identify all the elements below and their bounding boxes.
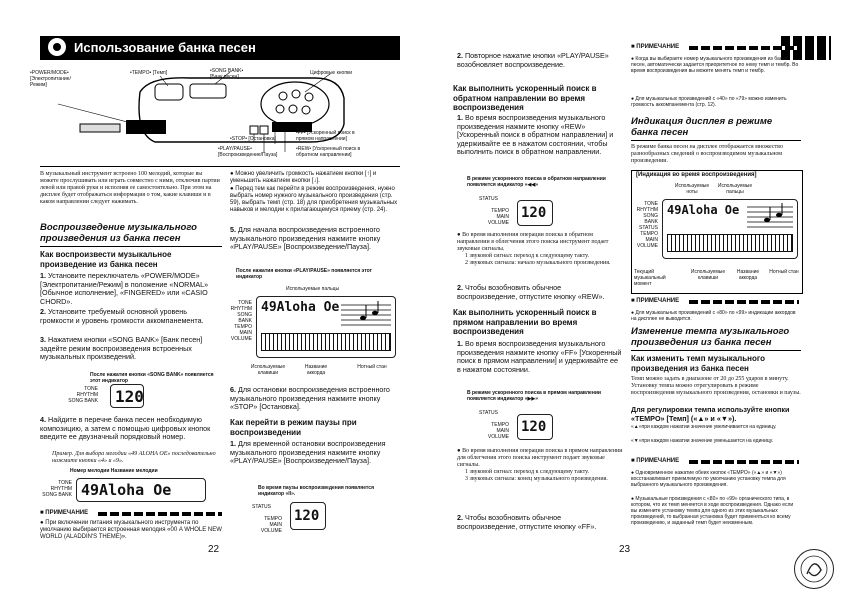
label-song-bank: •SONG BANK• [Банк песен] <box>210 68 244 80</box>
divider <box>40 166 400 167</box>
label-play-pause: •PLAY/PAUSE• [Воспроизведение/Пауза] <box>218 146 278 158</box>
indicator-labels-2 <box>42 480 72 498</box>
stamp-icon <box>795 550 833 588</box>
keyboard-strip-full <box>667 234 793 252</box>
title-bullet-icon <box>48 38 66 56</box>
rew-volume-label: VOLUME <box>487 220 509 226</box>
song-bank-label-2: SONG BANK <box>42 492 72 498</box>
tone-label: TONE <box>84 386 98 392</box>
page-23 <box>421 0 842 595</box>
pause-step-1: 1. Для временной остановки воспроизведения музыкального произведения нажмите кнопку «PLAY/PAUSE» [Воспроизведение/Пауза]. <box>230 439 386 466</box>
lcd-song-name-full: 49Aloha Oe <box>667 203 740 217</box>
status-label: STATUS <box>252 504 271 510</box>
indicator-labels-4 <box>252 516 282 534</box>
bullet-volume: ● Можно увеличить громкость нажатием кнопки [↑] и уменьшить нажатием кнопки [↓]. <box>230 171 377 184</box>
step-2-text: Установите требуемый основной уровень громкости и уровень громкости аккомпанемента. <box>40 307 204 325</box>
note-1: ● При включении питания музыкального инструмента по умолчанию выбирается встроенная мелодия «00 A WHOLE NEW WORLD (ALADDIN'S THEME)». <box>40 520 222 540</box>
right-note-3-text: Для музыкальных произведений с «80» по «99» индикации аккордов на дисплее не выводится. <box>631 310 796 322</box>
song-bank-label-3: SONG BANK <box>237 312 252 324</box>
ff-tempo-label: TEMPO <box>491 422 509 428</box>
lcd-display-rew <box>517 200 553 226</box>
bullet-before: ● Перед тем как перейти в режим воспроизведения, нужно выбрать номер нужного музыкального произведения (стр. 59), выбрать темп (стр. 18) для приобретения музыкальных навыков и мелодии к прилагающемуся приему (стр. 24). <box>230 186 398 213</box>
pause-step-1-text: Для временной остановки воспроизведения музыкального произведения нажмите кнопку «PLAY/PAUSE» [Воспроизведение/Пауза]. <box>230 439 386 466</box>
step-1-text: Установите переключатель «POWER/MODE» [Электропитание/Режим] в положение «NORMAL» [Обычное исполнение], «FINGERED» или «CASIO CHORD». <box>40 271 209 306</box>
note-stripes-r2 <box>689 300 799 304</box>
rhythm-label-3: RHYTHM <box>230 306 252 312</box>
rew-indicator-labels <box>479 208 509 226</box>
heading-display: Индикация дисплея в режиме банка песен <box>631 116 773 138</box>
note-label: ПРИМЕЧАНИЕ <box>45 510 89 516</box>
staff-label: Нотный стан <box>357 364 387 370</box>
step-2-resume-text: Повторное нажатие кнопки «PLAY/PAUSE» возобновляет воспроизведение. <box>457 51 609 69</box>
label-tempo: •TEMPO• [Темп] <box>130 70 168 76</box>
ff-bullet-1: Во время выполнения операции поиска в прямом направлении для облегчения этого поиска инструмент подает звуковые сигналы. <box>457 448 623 468</box>
rew-step-1-text: Во время воспроизведения музыкального произведения нажмите кнопку «REW» [Ускоренный поиск в обратном направлении] и удерживайте ее в нажатом состоянии, чтобы выполнить поиск в обратном направлении. <box>457 113 614 157</box>
step-5-text: Для начала воспроизведения встроенного музыкального произведения нажмите кнопку «PLAY/PAUSE» [Воспроизведение/Пауза]. <box>230 225 381 252</box>
title-banner <box>40 36 400 60</box>
disp-rhythm-label: RHYTHM <box>636 207 658 213</box>
rew-caption: В режиме ускоренного поиска в обратном направлении появляется индикатор «◀◀» <box>467 176 606 188</box>
heading-tempo-underline <box>631 350 801 351</box>
step-5-caption: После нажатия кнопки «PLAY/PAUSE» появляется этот индикатор <box>236 268 372 280</box>
lcd-display-song <box>76 478 206 502</box>
keys-label: Используемые клавиши <box>250 364 286 376</box>
tempo-text: Темп можно задать в диапазоне от 20 до 255 ударов в минуту. Установку темпа можно отрегулировать в режиме воспроизведения музыкального произведения, остановки и паузы. <box>631 376 801 396</box>
rew-status-label: STATUS <box>479 196 498 202</box>
keyboard-strip <box>261 333 391 351</box>
disp-tempo-label: TEMPO <box>640 231 658 237</box>
note-label-r2: ПРИМЕЧАНИЕ <box>636 298 680 304</box>
page-number: 22 <box>208 544 220 555</box>
disp-status-label: STATUS <box>639 225 658 231</box>
rhythm-label: RHYTHM <box>76 392 98 398</box>
step-4-text: Найдите в перечне банка песен необходимую композицию, а затем с помощью цифровых кнопок введите ее двузначный порядковый номер. <box>40 415 211 442</box>
right-note-1-text: Когда вы выбираете номер музыкального произведения из банка песен, автоматически задается приоритетное по нему темп и тембр. Во время воспроизведения вы можете менять темп и тембр. <box>631 56 799 74</box>
label-digit-keys: Цифровые кнопки <box>310 70 353 76</box>
label-power-mode: •POWER/MODE• [Электропитание/Режим] <box>30 70 71 88</box>
label-stop: •STOP• [Остановка] <box>230 136 276 142</box>
step-5: 5. Для начала воспроизведения встроенного музыкального произведения нажмите кнопку «PLAY/PAUSE» [Воспроизведение/Пауза]. <box>230 225 381 252</box>
step-2-resume: 2. Повторное нажатие кнопки «PLAY/PAUSE» возобновляет воспроизведение. <box>457 51 609 69</box>
note-label-r1: ПРИМЕЧАНИЕ <box>636 44 680 50</box>
stamp-logo <box>794 549 834 589</box>
step-4-labels: Номер мелодии Название мелодии <box>70 468 158 474</box>
right-note-4-text: Одновременное нажатие обеих кнопок «TEMPO» («▲» и «▼») восстанавливает приемлемую по умолчанию установку темпа для выбранного музыкального произведения. <box>631 470 786 488</box>
lcd-number-ff: 120 <box>521 419 547 435</box>
ff-indicator-labels <box>479 422 509 440</box>
rew-bullet-2: 1 звуковой сигнал: переход к следующему такту. <box>465 253 590 259</box>
lcd-display-ff <box>517 414 553 440</box>
heading-playback: Воспроизведение музыкального произведения из банка песен <box>40 222 197 244</box>
subheading-pause: Как перейти в режим паузы при воспроизведении <box>230 418 357 437</box>
ff-caption: В режиме ускоренного поиска в прямом направлении появляется индикатор «▶▶» <box>467 390 601 402</box>
ff-volume-label: VOLUME <box>487 434 509 440</box>
label-ff: •FF• [Ускоренный поиск в прямом направлении] <box>296 130 355 142</box>
ff-step-2-text: Чтобы возобновить обычное воспроизведение, отпустите кнопку «FF». <box>457 513 597 531</box>
tone-label-2: TONE <box>58 480 72 486</box>
right-note-3: ● Для музыкальных произведений с «80» по «99» индикации аккордов на дисплее не выводится. <box>631 310 796 322</box>
tone-label-3: TONE <box>238 300 252 306</box>
used-notes-label: Используемые ноты <box>674 183 710 195</box>
disp-tone-label: TONE <box>644 201 658 207</box>
subheading-how-to-play: Как воспроизвести музыкальное произведение из банка песен <box>40 250 172 269</box>
note-heading-r1: ■ ПРИМЕЧАНИЕ <box>631 44 680 50</box>
lcd-song-name: 49Aloha Oe <box>81 481 172 499</box>
rew-step-1: 1. Во время воспроизведения музыкального произведения нажмите кнопку «REW» [Ускоренный поиск в обратном направлении] и удерживайте ее в нажатом состоянии, чтобы выполнить поиск в обратном направлении. <box>457 113 614 157</box>
staff-drawing <box>341 301 391 329</box>
beat-label: Текущий музыкальный момент <box>634 269 666 287</box>
main-label-3: MAIN <box>239 330 252 336</box>
step-6-text: Для остановки воспроизведения встроенного музыкального произведения нажмите кнопку «STOP» [Остановка]. <box>230 385 390 412</box>
lcd-display-full <box>662 199 798 259</box>
tempo-up: «▲»при каждом нажатии значение увеличивается на единицу. <box>631 424 777 430</box>
tempo-howto: Для регулировки темпа используйте кнопки «TEMPO» [Темп] («▲» и «▼»). <box>631 405 790 423</box>
step-2: 2. Установите требуемый основной уровень громкости и уровень громкости аккомпанемента. <box>40 307 204 325</box>
note-heading-r2: ■ ПРИМЕЧАНИЕ <box>631 298 680 304</box>
bullet-volume-text: Можно увеличить громкость нажатием кнопки [↑] и уменьшить нажатием кнопки [↓]. <box>230 171 377 184</box>
step-3-caption: После нажатия кнопки «SONG BANK» появляется этот индикатор <box>90 372 214 384</box>
step-6: 6. Для остановки воспроизведения встроенного музыкального произведения нажмите кнопку «STOP» [Остановка]. <box>230 385 390 412</box>
indicator-labels-3 <box>228 300 252 342</box>
note-label-r3: ПРИМЕЧАНИЕ <box>636 458 680 464</box>
song-bank-label: SONG BANK <box>68 398 98 404</box>
note-stripes <box>98 512 222 516</box>
bullet-before-text: Перед тем как перейти в режим воспроизведения, нужно выбрать номер нужного музыкального произведения (стр. 59), выбрать темп (стр. 18) для приобретения музыкальных навыков и мелодии к прилагающемуся приему (стр. 24). <box>230 186 398 213</box>
heading-tempo: Изменение темпа музыкального произведения из банка песен <box>631 326 790 348</box>
note-stripes-r3 <box>689 460 799 464</box>
note-1-text: При включении питания музыкального инструмента по умолчанию выбирается встроенная мелодия «00 A WHOLE NEW WORLD (ALADDIN'S THEME)». <box>40 520 222 540</box>
step-1: 1. Установите переключатель «POWER/MODE» [Электропитание/Режим] в положение «NORMAL» [Обычное исполнение], «FINGERED» или «CASIO CHORD». <box>40 271 209 306</box>
right-note-2-text: Для музыкальных произведений с «40» по «79» можно изменить громкость аккомпанемента (стр. 12). <box>631 96 787 108</box>
rew-bullets: ● Во время выполнения операции поиска в обратном направлении в облегчения этого поиска инструмент подает звуковые сигналы. 1 звуковой сигнал: переход к следующему такту. 2 звуковых сигнала: начало музыкального произведения. <box>457 232 623 267</box>
display-box-title: [Индикация во время воспроизведения] <box>636 172 757 178</box>
rew-main-label: MAIN <box>496 214 509 220</box>
lcd-number-pause: 120 <box>294 508 320 524</box>
right-note-5: ● Музыкальные произведения с «80» по «99» органического типа, в котором, что их темп меняется в ходе воспроизведения. Однако если вы измените установку темпа для одного из этих музыкальных произведений, то выбранная установка будет применяться ко всему произведению, и заданный темп будет неизменным. <box>631 496 794 526</box>
subheading-rew: Как выполнить ускоренный поиск в обратном направлении во время воспроизведения <box>453 84 597 112</box>
label-rew: •REW• [Ускоренный поиск в обратном направлении] <box>296 146 361 158</box>
lcd-number: 120 <box>115 387 144 406</box>
disp-song-bank-label: SONG BANK <box>643 213 658 225</box>
display-text: В режиме банка песен на дисплее отображается множество разнообразных сведений о воспроизводимом музыкальном произведении. <box>631 144 783 164</box>
heading-underline <box>40 246 222 247</box>
right-note-1: ● Когда вы выбираете номер музыкального произведения из банка песен, автоматически задается приоритетное по нему темп и тембр. Во время воспроизведения вы можете менять темп и тембр. <box>631 56 799 74</box>
main-label-4: MAIN <box>269 522 282 528</box>
fingers-label: Используемые пальцы <box>286 286 340 292</box>
pause-caption: Во время паузы воспроизведения появляется индикатор «II». <box>258 485 374 497</box>
disp-volume-label: VOLUME <box>636 243 658 249</box>
rew-bullet-1: Во время выполнения операции поиска в обратном направлении в облегчения этого поиска инструмент подает звуковые сигналы. <box>457 232 609 252</box>
step-4-example: Пример. Для выбора мелодии «49 ALOHA OE» последовательно нажмите кнопки «4» и «9». <box>52 451 216 464</box>
volume-label-4: VOLUME <box>260 528 282 534</box>
note-heading-r3: ■ ПРИМЕЧАНИЕ <box>631 458 680 464</box>
disp-staff-label: Нотный стан <box>769 269 799 275</box>
heading-display-underline <box>631 140 801 141</box>
ff-status-label: STATUS <box>479 410 498 416</box>
disp-chord-label: Название аккорда <box>736 269 760 281</box>
disp-main-label: MAIN <box>645 237 658 243</box>
chord-label: Название аккорда <box>304 364 328 376</box>
display-indicator-labels <box>632 201 658 249</box>
note-stripes-r1 <box>689 46 799 50</box>
ff-bullet-2: 1 звуковой сигнал: переход к следующему такту. <box>465 469 590 475</box>
display-figure-box <box>631 170 803 294</box>
rew-step-2-text: Чтобы возобновить обычное воспроизведение, отпустите кнопку «REW». <box>457 283 605 301</box>
right-note-2: ● Для музыкальных произведений с «40» по «79» можно изменить громкость аккомпанемента (стр. 12). <box>631 96 787 108</box>
tempo-label-4: TEMPO <box>264 516 282 522</box>
disp-keys-label: Используемые клавиши <box>690 269 726 281</box>
ff-step-1: 1. Во время воспроизведения музыкального произведения нажмите кнопку «FF» [Ускоренный поиск в прямом направлении] и удерживайте ее в нажатом состоянии. <box>457 339 622 374</box>
note-heading: ■ ПРИМЕЧАНИЕ <box>40 510 89 516</box>
lcd-display-small <box>110 384 144 408</box>
used-fingers-label: Используемые пальцы <box>717 183 753 195</box>
step-4: 4. Найдите в перечне банка песен необходимую композицию, а затем с помощью цифровых кнопок введите ее двузначный порядковый номер. <box>40 415 211 442</box>
rew-bullet-3: 2 звуковых сигнала: начало музыкального произведения. <box>465 260 611 266</box>
staff-drawing-full <box>747 203 793 229</box>
page-number-23: 23 <box>619 544 631 555</box>
ff-step-1-text: Во время воспроизведения музыкального произведения нажмите кнопку «FF» [Ускоренный поиск в прямом направлении] и удерживайте ее в нажатом состоянии. <box>457 339 622 374</box>
rew-step-2: 2. Чтобы возобновить обычное воспроизведение, отпустите кнопку «REW». <box>457 283 605 301</box>
step-3: 3. Нажатием кнопки «SONG BANK» [Банк песен] задейте режим воспроизведения встроенных музыкальных произведений. <box>40 335 203 362</box>
lcd-display-play <box>256 296 396 358</box>
lcd-song-name-play: 49Aloha Oe <box>261 300 340 315</box>
lcd-display-pause <box>290 502 326 530</box>
tempo-label-3: TEMPO <box>234 324 252 330</box>
subheading-ff: Как выполнить ускоренный поиск в прямом направлении во время воспроизведения <box>453 308 597 336</box>
tempo-down: «▼»при каждом нажатии значение уменьшается на единицу. <box>631 438 774 444</box>
lcd-number-rew: 120 <box>521 205 547 221</box>
ff-main-label: MAIN <box>496 428 509 434</box>
subheading-tempo: Как изменить темп музыкального произведения из банка песен <box>631 354 766 373</box>
indicator-labels-1 <box>58 386 98 404</box>
intro-text: В музыкальный инструмент встроено 100 мелодий, которые вы можете прослушивать или играть совместно с ними, отключив партии левой или правой руки и исполняя ее самостоятельно. При этом на дисплее будет отображаться информация о том, какие клавиши и в каком направлении следует нажимать. <box>40 171 220 205</box>
rew-tempo-label: TEMPO <box>491 208 509 214</box>
ff-bullets: ● Во время выполнения операции поиска в прямом направлении для облегчения этого поиска инструмент подает звуковые сигналы. 1 звуковой сигнал: переход к следующему такту. 3 звуковых сигнала: конец музыкального произведения. <box>457 448 623 482</box>
ff-bullet-3: 3 звуковых сигнала: конец музыкального произведения. <box>465 476 608 482</box>
right-note-5-text: Музыкальные произведения с «80» по «99» органического типа, в котором, что их темп меняется в ходе воспроизведения. Однако если вы измените установку темпа для одного из этих музыкальных произведений, то выбранная установка будет применяться ко всему произведению, и заданный темп будет неизменным. <box>631 496 794 526</box>
step-3-text: Нажатием кнопки «SONG BANK» [Банк песен] задейте режим воспроизведения встроенных музыкальных произведений. <box>40 335 203 362</box>
ff-step-2: 2. Чтобы возобновить обычное воспроизведение, отпустите кнопку «FF». <box>457 513 597 531</box>
volume-label-3: VOLUME <box>230 336 252 342</box>
page-title: Использование банка песен <box>74 40 256 55</box>
keyboard-diagram <box>30 64 400 164</box>
rhythm-label-2: RHYTHM <box>50 486 72 492</box>
right-note-4: ● Одновременное нажатие обеих кнопок «TEMPO» («▲» и «▼») восстанавливает приемлемую по умолчанию установку темпа для выбранного музыкального произведения. <box>631 470 786 488</box>
